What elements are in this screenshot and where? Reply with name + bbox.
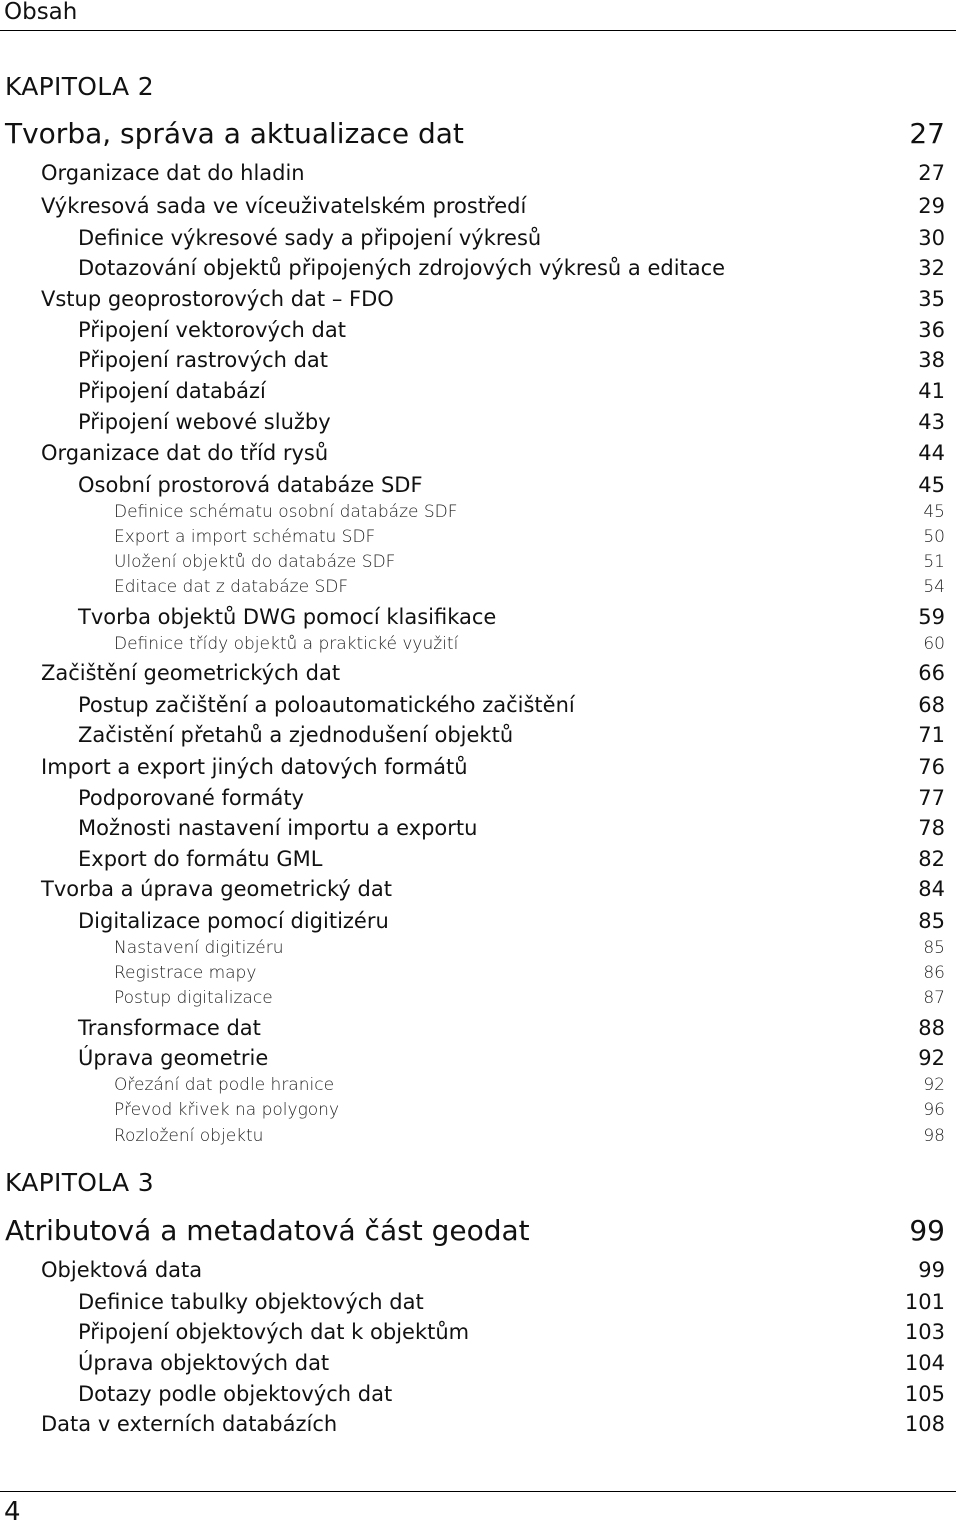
toc-entry [0,906,945,936]
toc-entry-page: 78 [918,816,945,840]
toc-entry-title: Organizace dat do hladin [41,161,305,185]
toc-entry-title: Připojení vektorových dat [78,318,346,342]
toc-entry [0,1073,945,1097]
toc-entry-page: 88 [918,1016,945,1040]
toc-entry-page: 99 [909,1213,945,1247]
toc-entry [0,407,945,437]
toc-entry-title: Uložení objektů do databáze SDF [114,552,396,572]
toc-entry-page: 82 [918,847,945,871]
toc-entry-page: 71 [918,723,945,747]
toc-entry-page: 76 [918,755,945,779]
toc-entry [0,1098,945,1122]
toc-entry-page: 41 [918,379,945,403]
toc-entry [0,690,945,720]
toc-entry-title: Tvorba, správa a aktualizace dat [5,116,464,150]
toc-entry-title: Začistění přetahů a zjednodušení objektů [78,723,514,747]
toc-entry-title: Připojení objektových dat k objektům [78,1320,470,1344]
toc-entry-page: 101 [904,1290,945,1314]
toc-entry [0,550,945,574]
toc-entry [0,575,945,599]
toc-entry-title: Výkresová sada ve víceuživatelském prostředí [41,194,527,218]
toc-entry [0,1409,945,1439]
chapter-label: KAPITOLA 2 [5,72,154,101]
toc-entry [0,345,945,375]
toc-entry-page: 108 [904,1412,945,1436]
toc-entry-title: Dotazování objektů připojených zdrojových výkresů a editace [78,256,726,280]
toc-entry [0,315,945,345]
toc-entry-page: 84 [918,877,945,901]
toc-entry [0,525,945,549]
toc-entry [0,376,945,406]
toc-entry [0,844,945,874]
toc-entry-page: 68 [918,693,945,717]
toc-entry-page: 36 [918,318,945,342]
toc-entry-title: Import a export jiných datových formátů [41,755,468,779]
toc-entry-page: 85 [918,909,945,933]
toc-entry-page: 44 [918,441,945,465]
page-header [0,0,956,31]
toc-entry-page: 59 [918,605,945,629]
toc-entry [0,961,945,985]
toc-entry [0,470,945,500]
toc-entry-title: Objektová data [41,1258,203,1282]
toc-entry [0,720,945,750]
toc-entry-page: 45 [918,473,945,497]
toc-entry-title: Editace dat z databáze SDF [114,577,349,597]
toc-entry [0,438,945,468]
footer-divider [0,1491,956,1492]
toc-entry [0,1043,945,1073]
toc-entry-page: 38 [918,348,945,372]
toc-entry-title: Postup digitalizace [114,988,273,1008]
header-title: Obsah [4,0,78,25]
chapter-label: KAPITOLA 3 [5,1168,154,1197]
toc-entry-page: 45 [923,502,945,522]
toc-entry-title: Vstup geoprostorových dat – FDO [41,287,394,311]
toc-entry-page: 27 [918,161,945,185]
toc-entry-page: 85 [923,938,945,958]
toc-entry [0,632,945,656]
toc-entry-page: 35 [918,287,945,311]
toc-entry-page: 50 [923,527,945,547]
toc-entry-page: 29 [918,194,945,218]
toc-entry-page: 96 [923,1100,945,1120]
toc-entry-page: 99 [918,1258,945,1282]
toc-entry-title: Definice tabulky objektových dat [78,1290,424,1314]
toc-entry [0,284,945,314]
toc-entry-page: 86 [923,963,945,983]
toc-entry-title: Podporované formáty [78,786,304,810]
toc-entry-title: Definice schématu osobní databáze SDF [114,502,458,522]
toc-entry [0,1124,945,1148]
toc-entry-title: Připojení webové služby [78,410,331,434]
toc-entry [0,1379,945,1409]
toc-entry-page: 32 [918,256,945,280]
toc-entry [0,223,945,253]
toc-entry-page: 66 [918,661,945,685]
toc-entry-title: Převod křivek na polygony [114,1100,340,1120]
toc-entry-title: Začištění geometrických dat [41,661,341,685]
toc-entry [0,602,945,632]
toc-entry-title: Transformace dat [78,1016,261,1040]
toc-entry-title: Postup začištění a poloautomatického začištění [78,693,575,717]
toc-entry [0,191,945,221]
toc-entry [0,1317,945,1347]
toc-entry [0,1210,945,1250]
toc-entry-title: Tvorba objektů DWG pomocí klasifikace [78,605,497,629]
toc-entry [0,253,945,283]
toc-entry [0,936,945,960]
toc-entry [0,658,945,688]
toc-entry-page: 104 [904,1351,945,1375]
toc-entry-title: Úprava objektových dat [78,1351,330,1375]
toc-entry [0,986,945,1010]
page-number: 4 [4,1497,21,1527]
toc-entry-title: Osobní prostorová databáze SDF [78,473,423,497]
toc-entry-page: 105 [904,1382,945,1406]
toc-entry [0,500,945,524]
toc-entry [0,1255,945,1285]
toc-entry-title: Ořezání dat podle hranice [114,1075,335,1095]
toc-entry [0,813,945,843]
toc-entry-page: 27 [909,116,945,150]
toc-entry [0,783,945,813]
toc-entry-title: Export do formátu GML [78,847,323,871]
toc-entry [0,752,945,782]
toc-entry-title: Připojení rastrových dat [78,348,329,372]
toc-entry-title: Registrace mapy [114,963,257,983]
toc-entry-title: Úprava geometrie [78,1046,269,1070]
toc-entry-page: 77 [918,786,945,810]
toc-entry-title: Atributová a metadatová část geodat [5,1213,530,1247]
toc-entry-page: 60 [923,634,945,654]
toc-entry-page: 51 [923,552,945,572]
toc-entry-title: Možnosti nastavení importu a exportu [78,816,478,840]
toc-entry-title: Definice třídy objektů a praktické využití [114,634,459,654]
toc-entry-title: Nastavení digitizéru [114,938,284,958]
toc-entry-title: Digitalizace pomocí digitizéru [78,909,389,933]
toc-entry [0,874,945,904]
toc-entry-page: 43 [918,410,945,434]
toc-entry [0,1287,945,1317]
toc-entry-title: Připojení databází [78,379,266,403]
toc-entry-page: 103 [904,1320,945,1344]
toc-entry-page: 92 [918,1046,945,1070]
toc-entry [0,158,945,188]
toc-entry-page: 87 [923,988,945,1008]
toc-entry [0,113,945,153]
toc-entry [0,1348,945,1378]
toc-entry-title: Rozložení objektu [114,1126,264,1146]
toc-entry-title: Definice výkresové sady a připojení výkresů [78,226,542,250]
toc-entry-page: 30 [918,226,945,250]
toc-entry-title: Tvorba a úprava geometrický dat [41,877,392,901]
toc-entry [0,1013,945,1043]
toc-entry-title: Dotazy podle objektových dat [78,1382,393,1406]
toc-entry-title: Data v externích databázích [41,1412,338,1436]
toc-entry-title: Export a import schématu SDF [114,527,376,547]
toc-entry-page: 54 [923,577,945,597]
toc-entry-page: 98 [923,1126,945,1146]
toc-entry-page: 92 [923,1075,945,1095]
toc-entry-title: Organizace dat do tříd rysů [41,441,329,465]
